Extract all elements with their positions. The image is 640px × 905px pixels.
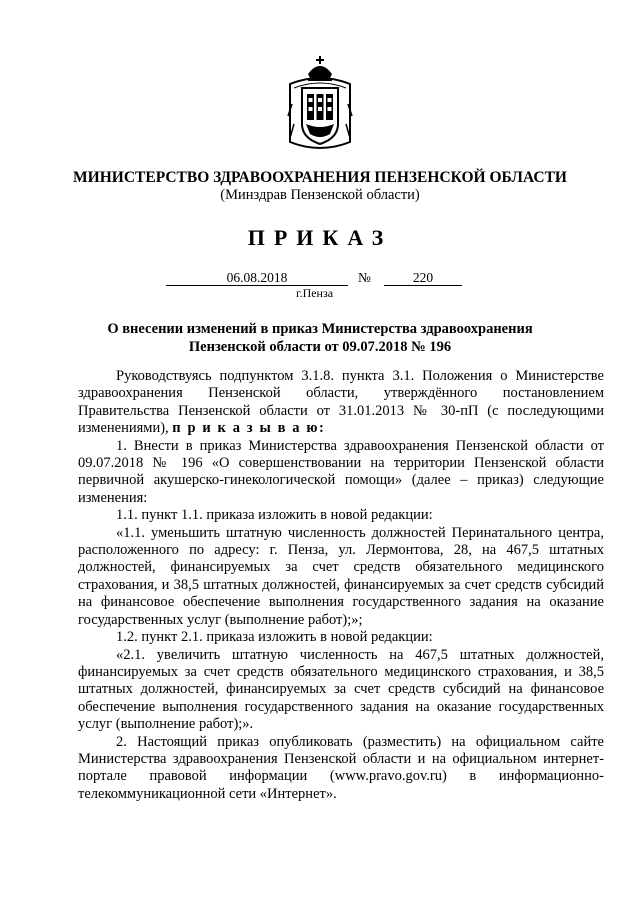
order-date: 06.08.2018 xyxy=(226,270,288,285)
paragraph-1-2-text: «2.1. увеличить штатную численность на 467,5 штатных должностей, финансируемых за счет средств обязательного медицинского страхования, и 38,5 штатных должностей, финансируемых за счет средств субсидий на финансовое обеспечение выполнения государственного задания на оказание государственных услуг (выполнение работ);». xyxy=(78,646,604,733)
paragraph-1-2: 1.2. пункт 2.1. приказа изложить в новой редакции: xyxy=(116,629,433,646)
ministry-short-name: (Минздрав Пензенской области) xyxy=(220,187,420,203)
number-underline xyxy=(384,285,462,286)
order-word: п р и к а з ы в а ю: xyxy=(172,420,326,437)
subject-line-2: Пензенской области от 09.07.2018 № 196 xyxy=(188,339,452,355)
paragraph-2: 2. Настоящий приказ опубликовать (разместить) на официальном сайте Министерства здравоохранения Пензенской области и на официальном интернет-портале правовой информации (www.pravo.gov.ru) в информационно-телекоммуникационной сети «Интернет». xyxy=(78,733,604,802)
order-body xyxy=(78,368,604,803)
city-label: г.Пенза xyxy=(296,286,334,300)
document-type-title: ПРИКАЗ xyxy=(247,225,393,250)
ministry-name: МИНИСТЕРСТВО ЗДРАВООХРАНЕНИЯ ПЕНЗЕНСКОЙ ОБЛАСТИ xyxy=(73,169,567,186)
paragraph-1: 1. Внести в приказ Министерства здравоохранения Пензенской области от 09.07.2018 № 196 «О совершенствовании на территории Пензенской области первичной акушерско-гинекологической помощи» (далее – приказ) следующие изменения: xyxy=(78,437,604,506)
number-sign: № xyxy=(358,270,371,285)
preamble-paragraph xyxy=(78,368,604,438)
order-subject xyxy=(0,320,640,356)
subject-line-1: О внесении изменений в приказ Министерства здравоохранения xyxy=(107,321,533,337)
paragraph-1-1: 1.1. пункт 1.1. приказа изложить в новой редакции: xyxy=(116,507,433,524)
coat-of-arms-icon xyxy=(286,54,354,154)
preamble-text: Руководствуясь подпунктом 3.1.8. пункта 3.1. Положения о Министерстве здравоохранения Пензенской области, утверждённого постановлением Правительства Пензенской области от 31.01.2013 № 30-пП (с последующими изменениями), xyxy=(78,368,604,437)
order-number: 220 xyxy=(412,270,434,285)
paragraph-1-1-text: «1.1. уменьшить штатную численность должностей Перинатального центра, расположенного по адресу: г. Пенза, ул. Лермонтова, 28, на 467,5 штатных должностей, финансируемых за счет средств обязательного медицинского страхования, и 38,5 штатных должностей, финансируемых за счет средств субсидий на финансовое обеспечение выполнения государственного задания на оказание государственных услуг (выполнение работ);»; xyxy=(78,524,604,628)
